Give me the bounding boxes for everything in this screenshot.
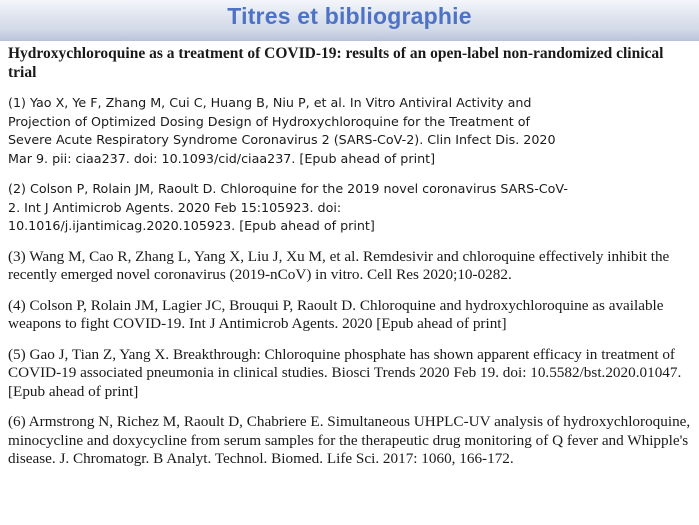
slide-title: Titres et bibliographie <box>227 3 472 29</box>
reference-2: (2) Colson P, Rolain JM, Raoult D. Chloroquine for the 2019 novel coronavirus SARS-CoV-2. Int J Antimicrob Agents. 2020 Feb 15:105923. doi: 10.1016/j.ijantimicag.2020.105923. [Epub ahead of print] <box>8 181 568 233</box>
spacer <box>8 334 692 346</box>
article-heading: Hydroxychloroquine as a treatment of COVID-19: results of an open-label non-randomized clinical trial <box>8 45 664 81</box>
reference-3: (3) Wang M, Cao R, Zhang L, Yang X, Liu J, Xu M, et al. Remdesivir and chloroquine effectively inhibit the recently emerged novel coronavirus (2019-nCoV) in vitro. Cell Res 2020;10-0282. <box>8 247 670 283</box>
spacer <box>8 401 692 413</box>
spacer <box>8 236 692 248</box>
spacer <box>8 82 692 94</box>
banner-glow <box>0 30 699 40</box>
reference-4: (4) Colson P, Rolain JM, Lagier JC, Brouqui P, Raoult D. Chloroquine and hydroxychloroquine as available weapons to fight COVID-19. Int J Antimicrob Agents. 2020 [Epub ahead of print] <box>8 296 664 332</box>
reference-1: (1) Yao X, Ye F, Zhang M, Cui C, Huang B, Niu P, et al. In Vitro Antiviral Activity and Projection of Optimized Dosing Design of Hydroxychloroquine for the Treatment of Severe Acute Respiratory Syndrome Coronavirus 2 (SARS-CoV-2). Clin Infect Dis. 2020 Mar 9. pii: ciaa237. doi: 10.1093/cid/ciaa237. [Epub ahead of print] <box>8 95 556 166</box>
reference-5: (5) Gao J, Tian Z, Yang X. Breakthrough: Chloroquine phosphate has shown apparent efficacy in treatment of COVID-19 associated pneumonia in clinical studies. Biosci Trends 2020 Feb 19. doi: 10.5582/bst.2020.01047. [Epub ahead of print] <box>8 345 682 400</box>
bibliography-content <box>8 44 692 469</box>
spacer <box>8 168 692 180</box>
spacer <box>8 285 692 297</box>
reference-6: (6) Armstrong N, Richez M, Raoult D, Chabriere E. Simultaneous UHPLC-UV analysis of hydroxychloroquine, minocycline and doxycycline from serum samples for the therapeutic drug monitoring of Q fever and Whipple's disease. J. Chromatogr. B Analyt. Technol. Biomed. Life Sci. 2017: 1060, 166-172. <box>8 413 691 467</box>
title-banner <box>0 0 699 41</box>
